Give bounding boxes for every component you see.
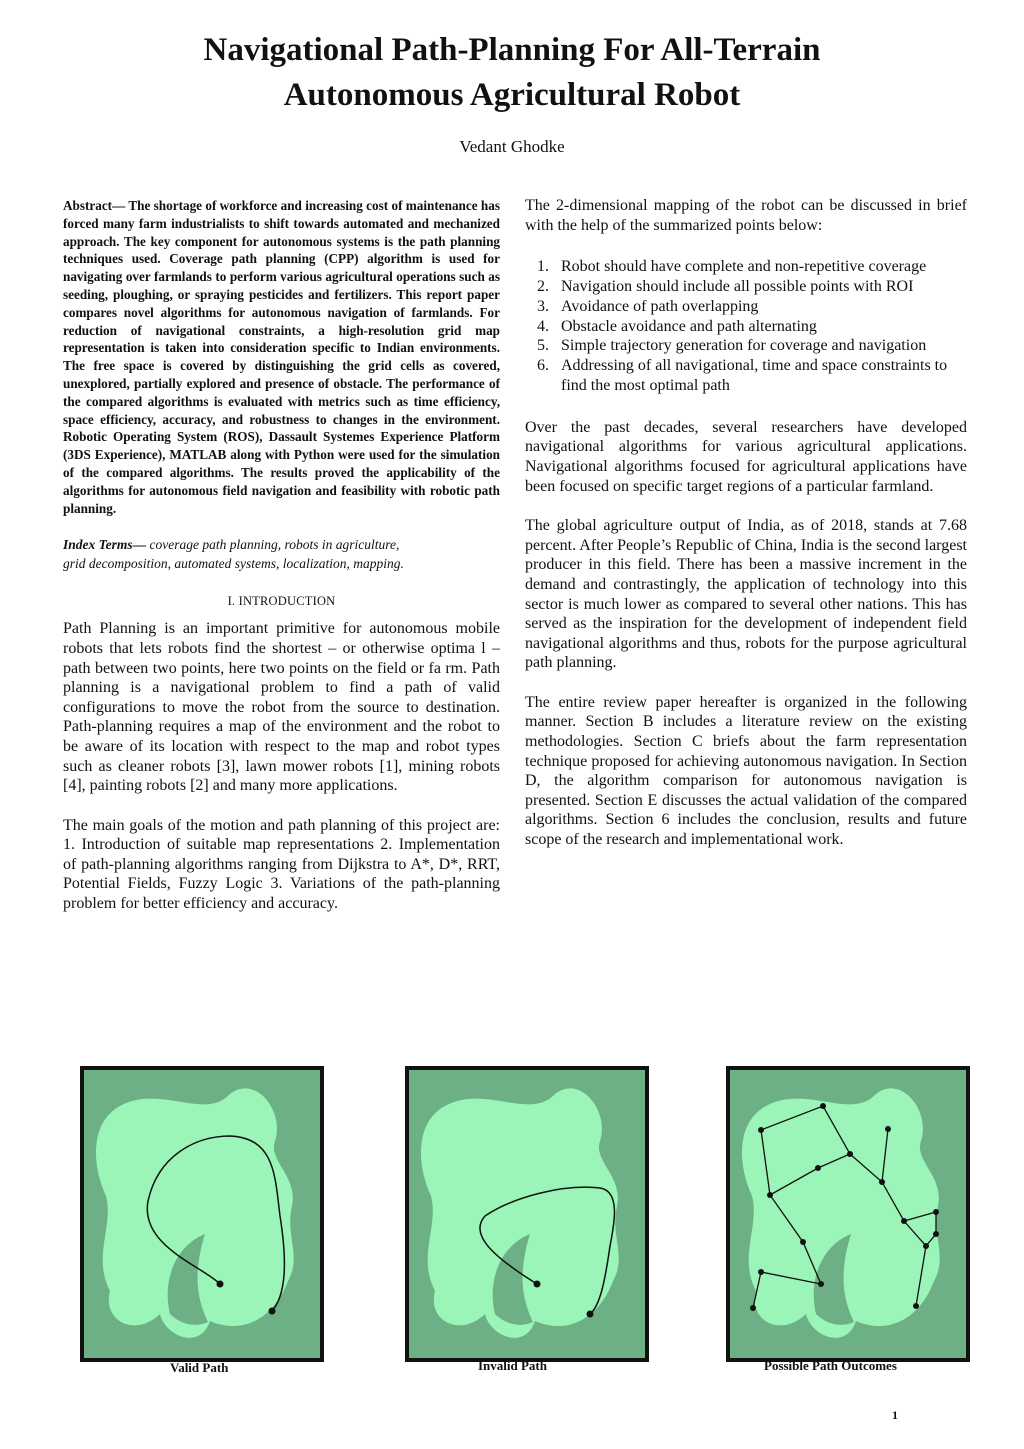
right-paragraph-3: The entire review paper hereafter is organized in the following manner. Section B includes a literature review on the existing methodologies. Section C briefs about the farm representation technique proposed for achieving autonomous navigation. In Section D, the algorithm comparison for autonomous navigation is presented. Section E discusses the actual validation of the compared algorithms. Section 6 includes the conclusion, results and future scope of the research and implementational work. (525, 693, 967, 849)
requirements-list (525, 257, 967, 396)
section-heading-introduction: I. INTRODUCTION (227, 594, 336, 609)
waypoint (885, 1126, 891, 1132)
right-paragraph-1: Over the past decades, several researchers have developed navigational algorithms for various agricultural applications. Navigational algorithms focused for agricultural applications have been focused on specific target regions of a particular farmland. (525, 418, 967, 495)
abstract-text: The shortage of workforce and increasing cost of maintenance has forced many farm industrialists to shift towards automated and mechanized approach. The key component for autonomous systems is the path planning techniques used. Coverage path planning (CPP) algorithm is used for navigating over farmlands to perform various agricultural operations such as seeding, ploughing, or spraying pesticides and fertilizers. This report paper compares novel algorithms for autonomous navigation of farmlands. For reduction of navigational constraints, a high-resolution grid map representation is taken into consideration specific to Indian environments. The free space is covered by distinguishing the grid cells as covered, unexplored, partially explored and presence of obstacle. The performance of the compared algorithms is evaluated with metrics such as time efficiency, space efficiency, accuracy, and robustness to changes in the environment. Robotic Operating System (ROS), Dassault Systemes Experience Platform (3DS Experience), MATLAB along with Python were used for the simulation of the compared algorithms. The results proved the applicability of the algorithms for autonomous field navigation and feasibility with robotic path planning. (63, 198, 500, 516)
waypoint (933, 1231, 939, 1237)
abstract-label: Abstract— (63, 198, 126, 213)
author-name: Vedant Ghodke (459, 137, 565, 156)
left-column (63, 197, 500, 934)
list-number: 1. (537, 258, 549, 276)
waypoint (758, 1127, 764, 1133)
list-number: 2. (537, 277, 549, 295)
waypoint (913, 1303, 919, 1309)
right-column (525, 196, 967, 870)
possible-paths-figure (726, 1066, 970, 1362)
index-terms-line-2: grid decomposition, automated systems, localization, mapping. (63, 556, 404, 572)
valid-path-figure (80, 1066, 324, 1362)
caption-possible-path-outcomes: Possible Path Outcomes (764, 1358, 897, 1373)
list-text: Obstacle avoidance and path alternating (561, 317, 817, 335)
list-number: 6. (537, 357, 549, 375)
waypoint (923, 1243, 929, 1249)
path-start-point (217, 1281, 224, 1288)
waypoint (815, 1165, 821, 1171)
waypoint (933, 1209, 939, 1215)
waypoint (901, 1218, 907, 1224)
invalid-path-figure (405, 1066, 649, 1362)
right-paragraph-2: The global agriculture output of India, as of 2018, stands at 7.68 percent. After People’s Republic of China, India is the second largest producer in this field. There has been a massive increment in the demand and contrastingly, the application of technology into this sector is much lower as compared to several other nations. This has served as the inspiration for the development of independent field navigational algorithms and thus, robots for the purpose agricultural path planning. (525, 517, 967, 672)
waypoint (820, 1103, 826, 1109)
list-item (537, 336, 967, 356)
index-terms (63, 535, 500, 573)
mapping-intro: The 2-dimensional mapping of the robot can be discussed in brief with the help of the summarized points below: (525, 197, 967, 234)
list-number: 5. (537, 337, 549, 355)
list-item (537, 277, 967, 297)
list-number: 4. (537, 317, 549, 335)
intro-paragraph-2: The main goals of the motion and path planning of this project are: 1. Introduction of suitable map representations 2. Implementation of path-planning algorithms ranging from Dijkstra to A*, D*, RRT, Potential Fields, Fuzzy Logic 3. Variations of the path-planning problem for better efficiency and accuracy. (63, 816, 500, 913)
list-item (537, 356, 967, 396)
list-text: Navigation should include all possible points with ROI (561, 277, 914, 295)
index-terms-label: Index Terms— (63, 537, 147, 553)
waypoint (847, 1151, 853, 1157)
list-number: 3. (537, 297, 549, 315)
abstract (63, 197, 500, 517)
waypoint (879, 1179, 885, 1185)
list-item (537, 317, 967, 337)
list-item (537, 257, 967, 277)
title-line-1: Navigational Path-Planning For All-Terrain (203, 32, 821, 68)
caption-invalid-path: Invalid Path (478, 1358, 547, 1373)
path-end-point (587, 1311, 594, 1318)
waypoint (800, 1239, 806, 1245)
caption-valid-path: Valid Path (170, 1360, 229, 1375)
waypoint (758, 1269, 764, 1275)
list-item (537, 297, 967, 317)
index-terms-line-1: coverage path planning, robots in agriculture, (146, 537, 400, 553)
list-text: Avoidance of path overlapping (561, 297, 759, 315)
intro-paragraph-1: Path Planning is an important primitive for autonomous mobile robots that lets robots find the shortest – or otherwise optima l – path between two points, here two points on the field or fa rm. Path planning is a navigational problem to find a path of valid configurations to move the robot from the source to destination. Path-planning requires a map of the environment and the robot to be aware of its location with respect to the map and robot types such as cleaner robots [3], lawn mower robots [1], mining robots [4], painting robots [2] and many more applications. (63, 620, 500, 795)
waypoint (750, 1305, 756, 1311)
figure-row (0, 1066, 1024, 1386)
title-line-2: Autonomous Agricultural Robot (283, 77, 741, 113)
list-text: Addressing of all navigational, time and space constraints to find the most optimal path (561, 357, 948, 394)
waypoint (767, 1192, 773, 1198)
page-number: 1 (892, 1408, 898, 1422)
waypoint (818, 1281, 824, 1287)
paper-title (0, 28, 1024, 118)
path-start-point (534, 1281, 541, 1288)
list-text: Robot should have complete and non-repetitive coverage (561, 258, 927, 276)
path-end-point (269, 1308, 276, 1315)
list-text: Simple trajectory generation for coverage and navigation (561, 337, 927, 355)
